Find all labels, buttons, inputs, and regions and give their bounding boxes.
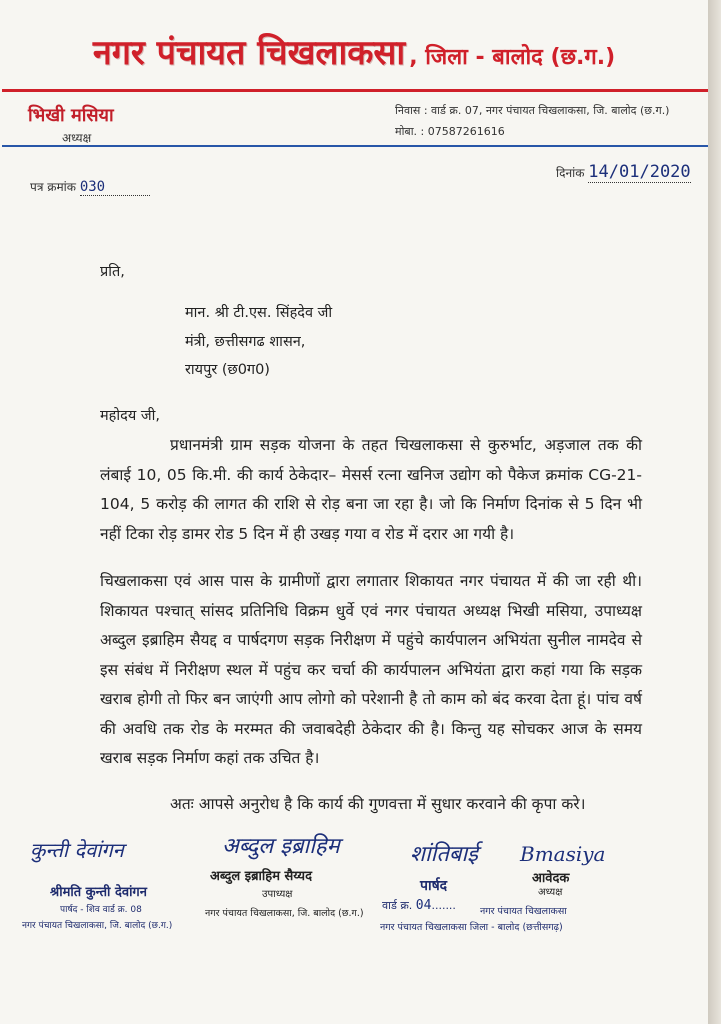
stamp-kunti-role: पार्षद - शिव वार्ड क्र. 08	[60, 905, 142, 915]
org-district: , जिला - बालोद (छ.ग.)	[409, 45, 616, 70]
body-paragraph-1: प्रधानमंत्री ग्राम सड़क योजना के तहत चिखलाकसा से कुरुर्भाट, अड़जाल तक की लंबाई 10, 05 कि.मी. की कार्य ठेकेदार– मेसर्स रत्ना खनिज उद्योग को पैकेज क्रमांक CG-21-104, 5 करोड़ की लागत की राशि से रोड़ बना जा रहा है। जो कि निर्माण दिनांक से 5 दिन भी नहीं टिका रोड़ डामर रोड 5 दिन में ही उखड़ गया व रोड में दरार आ गयी है।	[100, 436, 642, 543]
recipient-line-3: रायपुर (छ0ग0)	[185, 362, 270, 378]
masiya-role: अध्यक्ष	[538, 887, 563, 898]
president-role: अध्यक्ष	[62, 131, 92, 145]
ward-number: 04	[415, 898, 432, 913]
president-name: भिखी मसिया	[28, 105, 114, 126]
prati: प्रति,	[100, 264, 125, 280]
ward-label: वार्ड क्र.	[382, 899, 413, 912]
signature-shantibai-handwritten: शांतिबाई	[410, 842, 478, 867]
header-red-rule	[2, 89, 708, 92]
letter-number	[30, 178, 150, 196]
shantibai-place: नगर पंचायत चिखलाकसा जिला - बालोद (छत्तीसगढ़)	[380, 922, 563, 933]
stamp-kunti-name: श्रीमति कुन्ती देवांगन	[50, 885, 147, 900]
shantibai-role: पार्षद	[420, 878, 448, 894]
signature-kunti-handwritten: कुन्ती देवांगन	[30, 838, 124, 862]
dinank-label: दिनांक	[556, 166, 585, 180]
mobile-line: मोबा. : 07587261616	[395, 125, 505, 138]
signature-abdul-handwritten: अब्दुल इब्राहिम	[222, 834, 340, 859]
page-edge-shadow	[708, 0, 721, 1024]
masiya-place: नगर पंचायत चिखलाकसा	[480, 906, 567, 917]
body-paragraph-2: चिखलाकसा एवं आस पास के ग्रामीणों द्वारा लगातार शिकायत नगर पंचायत में की जा रही थी। शिकायत पश्चात् सांसद प्रतिनिधि विक्रम धुर्वे एवं नगर पंचायत अध्यक्ष भिखी मसिया, उपाध्यक्ष अब्दुल इब्राहिम सैयद्द व पार्षदगण सड़क निरीक्षण में पहुंचे कार्यपालन अभियंता सुनील नामदेव से इस संबंध में निरीक्षण स्थल में पहुंच कर चर्चा की कार्यपालन अभियंता द्वारा कहां गया कि सड़क खराब होगी तो फिर बन जाएंगी आप लोगो को परेशानी है तो काम को बंद करवा देता हूं। पांच वर्ष की अवधि तक रोड के मरम्मत की जवाबदेही ठेकेदार की है। किन्तु यह सोचकर आज के समय खराब सड़क निर्माण कहां तक उचित है।	[100, 572, 642, 767]
letter-date	[556, 162, 691, 183]
stamp-kunti-place: नगर पंचायत चिखलाकसा, जि. बालोद (छ.ग.)	[22, 921, 173, 931]
shantibai-ward: वार्ड क्र. 04.......	[382, 898, 456, 913]
salutation: महोदय जी,	[100, 408, 160, 424]
patra-number: 030	[79, 179, 106, 195]
abdul-role: उपाध्यक्ष	[262, 889, 293, 900]
abdul-name: अब्दुल इब्राहिम सैय्यद	[210, 869, 312, 884]
abdul-place: नगर पंचायत चिखलाकसा, जि. बालोद (छ.ग.)	[205, 908, 364, 919]
org-title: नगर पंचायत चिखलाकसा	[92, 33, 406, 73]
recipient-line-2: मंत्री, छत्तीसगढ शासन,	[185, 334, 306, 350]
recipient-line-1: मान. श्री टी.एस. सिंहदेव जी	[185, 305, 333, 321]
header-blue-rule	[2, 145, 708, 147]
body-paragraph-3: अतः आपसे अनुरोध है कि कार्य की गुणवत्ता में सुधार करवाने की कृपा करे।	[170, 795, 586, 813]
avedak-label: आवेदक	[532, 871, 570, 886]
signature-masiya-handwritten: Bmasiya	[520, 842, 606, 866]
letterhead-title	[0, 28, 708, 90]
patra-label: पत्र क्रमांक	[30, 180, 76, 194]
date-value: 14/01/2020	[588, 162, 691, 182]
address-line: निवास : वार्ड क्र. 07, नगर पंचायत चिखलाकसा, जि. बालोद (छ.ग.)	[395, 104, 670, 117]
